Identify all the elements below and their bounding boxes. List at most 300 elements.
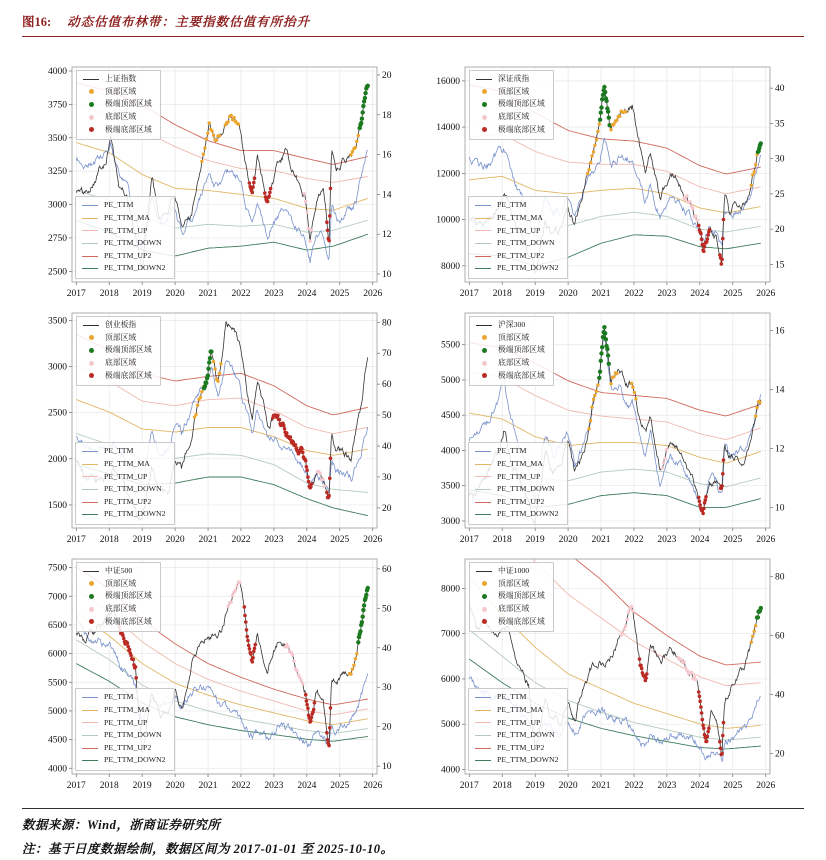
valuation-zone-marker-extreme_top [599,105,603,109]
valuation-zone-marker-extreme_bottom [645,672,649,676]
valuation-zone-marker-top [618,115,621,118]
legend-label: 中证500 [105,566,133,575]
valuation-zone-marker-top [587,427,590,430]
valuation-zone-marker-extreme_bottom [697,224,701,228]
valuation-zone-marker-bottom [304,200,307,203]
valuation-zone-marker-extreme_bottom [720,752,724,756]
valuation-zone-marker-extreme_top [206,367,210,371]
x-axis-tick-label: 2021 [591,781,611,791]
valuation-zone-marker-extreme_bottom [701,724,705,728]
valuation-zone-marker-extreme_top [358,629,362,633]
chart-sse-composite [22,61,411,304]
legend-item [476,86,545,99]
valuation-zone-marker-bottom [661,466,664,469]
legend-label: PE_TTM_DOWN2 [497,263,559,273]
x-axis-tick-label: 2018 [492,289,512,299]
legend-item [475,691,559,704]
right-axis-tick-label: 50 [382,604,392,615]
valuation-zone-marker-top [208,121,211,124]
x-axis-tick-label: 2020 [165,289,185,299]
valuation-zone-marker-top [631,386,634,389]
valuation-zone-marker-top [194,413,197,416]
valuation-zone-marker-bottom [310,228,313,231]
valuation-zone-marker-extreme_bottom [704,498,708,502]
valuation-zone-marker-top [609,128,612,131]
pe-line-swatch [475,464,491,465]
valuation-zone-marker-extreme_top [598,370,602,374]
left-axis-tick-label: 5000 [441,375,460,386]
legend-label: PE_TTM_DOWN2 [104,509,166,519]
valuation-zone-marker-bottom [231,594,234,597]
legend-item [83,344,152,357]
valuation-zone-marker-extreme_bottom [305,703,309,707]
left-axis-tick-label: 3000 [48,362,67,373]
right-axis-tick-label: 35 [775,119,785,130]
pe-line-swatch [475,502,491,503]
legend-label: 极端顶部区域 [105,591,152,601]
legend-label: 顶部区域 [105,86,137,96]
zone-dot-swatch [476,594,492,599]
legend-label: 深证成指 [498,74,530,83]
valuation-zone-marker-extreme_bottom [276,414,280,418]
x-axis-tick-label: 2026 [363,535,383,545]
left-axis-tick-label: 7000 [48,592,67,603]
valuation-zone-marker-extreme_top [599,359,603,363]
pe-line-swatch [82,722,98,723]
legend-item [83,111,152,124]
valuation-zone-marker-extreme_bottom [720,258,724,262]
x-axis-tick-label: 2021 [198,535,218,545]
right-axis-tick-label: 80 [775,572,785,583]
legend-item [475,237,559,250]
legend-label: PE_TTM_DOWN [497,238,555,248]
valuation-zone-marker-extreme_bottom [718,740,722,744]
valuation-zone-marker-extreme_bottom [325,220,329,224]
valuation-zone-marker-extreme_top [602,325,606,329]
pe-line-swatch [475,760,491,761]
valuation-zone-marker-extreme_bottom [722,218,726,222]
right-axis-tick-label: 20 [382,70,392,81]
pe-line-swatch [82,464,98,465]
left-axis-tick-label: 5000 [48,706,67,717]
valuation-zone-marker-extreme_bottom [698,695,702,699]
valuation-zone-marker-extreme_bottom [310,716,314,720]
valuation-zone-marker-top [589,419,592,422]
valuation-zone-marker-bottom [234,589,237,592]
valuation-zone-marker-top [351,150,354,153]
valuation-zone-marker-bottom [679,658,682,661]
legend-label: PE_TTM [497,692,527,702]
left-axis-tick-label: 5000 [441,720,460,731]
x-axis-tick-label: 2022 [624,535,644,545]
valuation-zone-marker-extreme_bottom [300,447,304,451]
legend-item [476,73,545,86]
valuation-zone-marker-top [754,163,757,166]
x-axis-tick-label: 2019 [132,535,152,545]
x-axis-tick-label: 2021 [198,289,218,299]
legend-item [475,471,559,484]
legend-label: 底部区域 [498,111,530,121]
right-axis-tick-label: 14 [382,190,392,201]
pe-line-swatch [475,256,491,257]
legend-item [83,319,152,332]
x-axis-tick-label: 2023 [657,781,677,791]
x-axis-tick-label: 2023 [264,289,284,299]
valuation-zone-marker-extreme_top [362,603,366,607]
valuation-zone-marker-top [592,150,595,153]
valuation-zone-marker-top [200,390,203,393]
valuation-zone-marker-extreme_bottom [306,475,310,479]
valuation-zone-marker-extreme_bottom [245,635,249,639]
pe-line-swatch [475,218,491,219]
legend-label: PE_TTM_DOWN [104,484,162,494]
valuation-zone-marker-extreme_bottom [126,641,130,645]
valuation-zone-marker-bottom [319,472,322,475]
valuation-zone-marker-extreme_top [206,374,210,378]
x-axis-tick-label: 2025 [723,535,743,545]
legend-item [475,199,559,212]
right-axis-tick-label: 40 [382,442,392,453]
valuation-zone-marker-extreme_bottom [282,424,286,428]
legend-item [82,225,166,238]
zone-dot-swatch [476,619,492,624]
valuation-zone-marker-extreme_bottom [305,465,309,469]
legend-item [83,603,152,616]
valuation-zone-marker-extreme_bottom [721,237,725,241]
valuation-zone-marker-extreme_bottom [266,200,270,204]
zone-dot-swatch [476,373,492,378]
valuation-zone-marker-top [218,134,221,137]
x-axis-tick-label: 2022 [231,535,251,545]
pe-line-swatch [475,476,491,477]
right-axis-tick-label: 60 [382,380,392,391]
zone-dot-swatch [476,335,492,340]
valuation-zone-marker-top [590,154,593,157]
legend-item [476,565,545,578]
legend-label: PE_TTM_UP2 [497,496,545,506]
legend-label: PE_TTM_MA [104,212,150,222]
left-axis-tick-label: 7500 [48,563,67,574]
valuation-zone-marker-extreme_bottom [121,634,125,638]
left-axis-tick-label: 2500 [48,408,67,419]
legend-label: PE_TTM_DOWN [104,730,162,740]
valuation-zone-marker-extreme_bottom [700,711,704,715]
legend-label: PE_TTM_UP [497,471,541,481]
valuation-zone-marker-extreme_bottom [720,262,724,266]
valuation-zone-marker-top [355,140,358,143]
valuation-zone-marker-bottom [662,461,665,464]
valuation-zone-marker-top [596,383,599,386]
x-axis-tick-label: 2018 [99,781,119,791]
valuation-zone-marker-extreme_bottom [704,495,708,499]
pe-legend-csi1000 [468,688,568,771]
valuation-zone-marker-top [615,118,618,121]
valuation-zone-marker-top [630,382,633,385]
legend-label: 极端底部区域 [498,370,545,380]
x-axis-tick-label: 2024 [297,781,317,791]
footer-divider [22,808,804,809]
valuation-zone-marker-bottom [291,653,294,656]
left-axis-tick-label: 14000 [436,123,460,134]
valuation-zone-marker-extreme_bottom [253,176,257,180]
right-axis-tick-label: 40 [382,643,392,654]
pe-line-swatch [82,230,98,231]
valuation-zone-marker-extreme_bottom [706,730,710,734]
valuation-zone-marker-extreme_top [607,116,611,120]
x-axis-tick-label: 2023 [264,535,284,545]
valuation-zone-marker-extreme_bottom [252,650,256,654]
legend-label: PE_TTM_DOWN [497,484,555,494]
x-axis-tick-label: 2023 [657,535,677,545]
legend-label: PE_TTM [104,200,134,210]
valuation-zone-marker-top [205,137,208,140]
valuation-zone-marker-extreme_bottom [329,706,333,710]
valuation-zone-marker-extreme_top [208,356,212,360]
valuation-zone-marker-top [624,110,627,113]
valuation-zone-marker-top [754,624,757,627]
legend-item [476,616,545,629]
left-axis-tick-label: 4500 [441,411,460,422]
valuation-zone-marker-bottom [238,581,241,584]
valuation-zone-marker-extreme_bottom [309,719,313,723]
legend-item [83,578,152,591]
valuation-zone-marker-extreme_top [366,84,370,88]
legend-item [83,616,152,629]
legend-label: PE_TTM_UP [497,717,541,727]
legend-item [82,717,166,730]
legend-item [83,86,152,99]
pe-legend-szse-component [468,196,568,279]
valuation-zone-marker-top [615,372,618,375]
legend-label: PE_TTM_UP2 [497,250,545,260]
right-axis-tick-label: 16 [775,326,785,337]
left-axis-tick-label: 4000 [48,67,67,78]
zone-dot-swatch [83,619,99,624]
legend-item [82,742,166,755]
zone-dot-swatch [476,361,492,366]
x-axis-tick-label: 2024 [297,535,317,545]
valuation-zone-marker-extreme_top [598,118,602,122]
valuation-zone-marker-extreme_bottom [312,708,316,712]
legend-label: PE_TTM [104,446,134,456]
legend-label: PE_TTM_UP [104,471,148,481]
legend-label: 极端顶部区域 [105,345,152,355]
legend-item [82,199,166,212]
valuation-zone-marker-extreme_bottom [326,738,330,742]
legend-label: PE_TTM_DOWN2 [497,755,559,765]
index-line-swatch [476,571,492,572]
valuation-zone-marker-extreme_bottom [294,443,298,447]
right-axis-tick-label: 20 [382,503,392,514]
pe-legend-sse-composite [75,196,175,279]
legend-item [476,111,545,124]
index-legend-chinext [76,316,161,386]
valuation-zone-marker-top [751,173,754,176]
valuation-zone-marker-top [609,382,612,385]
pe-line-swatch [475,748,491,749]
valuation-zone-marker-extreme_bottom [722,721,726,725]
valuation-zone-marker-extreme_top [759,606,763,610]
valuation-zone-marker-extreme_top [606,109,610,113]
valuation-zone-marker-extreme_bottom [248,181,252,185]
legend-item [475,250,559,263]
pe-line-swatch [82,256,98,257]
valuation-zone-marker-extreme_bottom [304,693,308,697]
valuation-zone-marker-top [351,668,354,671]
data-source-text: 数据来源：Wind，浙商证券研究所 [22,818,221,832]
figure-header [22,12,804,30]
valuation-zone-marker-extreme_bottom [304,459,308,463]
valuation-zone-marker-extreme_top [360,117,364,121]
valuation-zone-marker-top [634,397,637,400]
pe-line-swatch [475,710,491,711]
valuation-zone-marker-bottom [627,611,630,614]
valuation-zone-marker-extreme_bottom [697,690,701,694]
valuation-zone-marker-top [237,123,240,126]
legend-item [476,319,545,332]
left-axis-tick-label: 5500 [441,340,460,351]
valuation-zone-marker-bottom [300,679,303,682]
valuation-zone-marker-top [593,144,596,147]
index-legend-sse-composite [76,70,161,140]
legend-item [476,370,545,383]
valuation-zone-marker-extreme_bottom [639,664,643,668]
right-axis-tick-label: 50 [382,411,392,422]
valuation-zone-marker-extreme_top [204,381,208,385]
valuation-zone-marker-extreme_bottom [720,484,724,488]
right-axis-tick-label: 14 [775,385,785,396]
valuation-zone-marker-extreme_bottom [706,735,710,739]
left-axis-tick-label: 6000 [48,649,67,660]
pe-line-swatch [82,243,98,244]
left-axis-tick-label: 2000 [48,454,67,465]
valuation-zone-marker-bottom [307,227,310,230]
x-axis-tick-label: 2025 [723,289,743,299]
legend-label: PE_TTM_DOWN [104,238,162,248]
valuation-zone-marker-bottom [230,601,233,604]
index-line-swatch [83,325,99,326]
legend-label: PE_TTM_UP2 [497,742,545,752]
valuation-zone-marker-extreme_bottom [283,427,287,431]
valuation-zone-marker-extreme_top [759,141,763,145]
valuation-zone-marker-extreme_bottom [134,665,138,669]
valuation-zone-marker-top [196,404,199,407]
valuation-zone-marker-bottom [295,669,298,672]
left-axis-tick-label: 8000 [441,584,460,595]
pe-line-swatch [82,710,98,711]
legend-item [82,471,166,484]
valuation-zone-marker-top [758,401,761,404]
valuation-zone-marker-extreme_bottom [697,496,701,500]
x-axis-tick-label: 2022 [231,781,251,791]
valuation-zone-marker-extreme_bottom [247,644,251,648]
pe-line-swatch [82,451,98,452]
valuation-zone-marker-bottom [685,194,688,197]
zone-dot-swatch [476,115,492,120]
pe-legend-csi500 [75,688,175,771]
valuation-zone-marker-extreme_bottom [698,503,702,507]
zone-dot-swatch [83,127,99,132]
legend-label: 极端顶部区域 [498,99,545,109]
valuation-zone-marker-top [633,391,636,394]
valuation-zone-marker-extreme_bottom [700,237,704,241]
valuation-zone-marker-bottom [625,618,628,621]
right-axis-tick-label: 16 [382,150,392,161]
right-axis-tick-label: 30 [382,472,392,483]
valuation-zone-marker-bottom [303,192,306,195]
pe-line-swatch [475,489,491,490]
valuation-zone-marker-extreme_bottom [267,194,271,198]
x-axis-tick-label: 2020 [558,289,578,299]
valuation-zone-marker-extreme_bottom [243,605,247,609]
valuation-zone-marker-extreme_top [209,349,213,353]
valuation-zone-marker-extreme_top [597,376,601,380]
legend-label: 底部区域 [105,603,137,613]
valuation-zone-marker-top [589,161,592,164]
legend-label: 极端底部区域 [105,124,152,134]
right-axis-tick-label: 60 [382,564,392,575]
valuation-zone-marker-top [213,367,216,370]
valuation-zone-marker-top [215,139,218,142]
x-axis-tick-label: 2026 [363,289,383,299]
valuation-zone-marker-extreme_bottom [326,229,330,233]
legend-item [475,262,559,275]
valuation-zone-marker-extreme_top [600,345,604,349]
valuation-zone-marker-extreme_bottom [708,228,712,232]
legend-label: 极端顶部区域 [498,591,545,601]
legend-label: 极端底部区域 [105,370,152,380]
pe-line-swatch [475,205,491,206]
x-axis-tick-label: 2024 [690,781,710,791]
valuation-zone-marker-extreme_top [359,121,363,125]
legend-label: PE_TTM_MA [497,212,543,222]
x-axis-tick-label: 2023 [657,289,677,299]
valuation-zone-marker-top [219,362,222,365]
valuation-zone-marker-extreme_bottom [254,643,258,647]
valuation-zone-marker-extreme_bottom [306,707,310,711]
valuation-zone-marker-bottom [235,584,238,587]
valuation-zone-marker-extreme_bottom [251,656,255,660]
legend-label: 极端底部区域 [498,616,545,626]
x-axis-tick-label: 2018 [492,535,512,545]
valuation-zone-marker-bottom [682,660,685,663]
x-axis-tick-label: 2025 [330,535,350,545]
valuation-zone-marker-extreme_top [604,337,608,341]
right-axis-tick-label: 70 [382,349,392,360]
right-axis-tick-label: 30 [775,154,785,165]
legend-item [82,729,166,742]
valuation-zone-marker-extreme_top [363,91,367,95]
pe-line-swatch [82,697,98,698]
valuation-zone-marker-top [230,114,233,117]
zone-dot-swatch [476,127,492,132]
left-axis-tick-label: 4500 [48,735,67,746]
index-legend-szse-component [469,70,554,140]
legend-label: PE_TTM_UP2 [104,742,152,752]
chart-csi300 [415,307,804,550]
valuation-zone-marker-extreme_bottom [327,494,331,498]
legend-item [476,98,545,111]
valuation-zone-marker-extreme_bottom [263,191,267,195]
pe-line-swatch [475,268,491,269]
index-line-swatch [83,79,99,80]
valuation-zone-marker-extreme_bottom [128,648,132,652]
legend-item [476,590,545,603]
valuation-zone-marker-extreme_bottom [719,746,723,750]
left-axis-tick-label: 16000 [436,76,460,87]
left-axis-tick-label: 3750 [48,100,67,111]
legend-label: 顶部区域 [498,86,530,96]
